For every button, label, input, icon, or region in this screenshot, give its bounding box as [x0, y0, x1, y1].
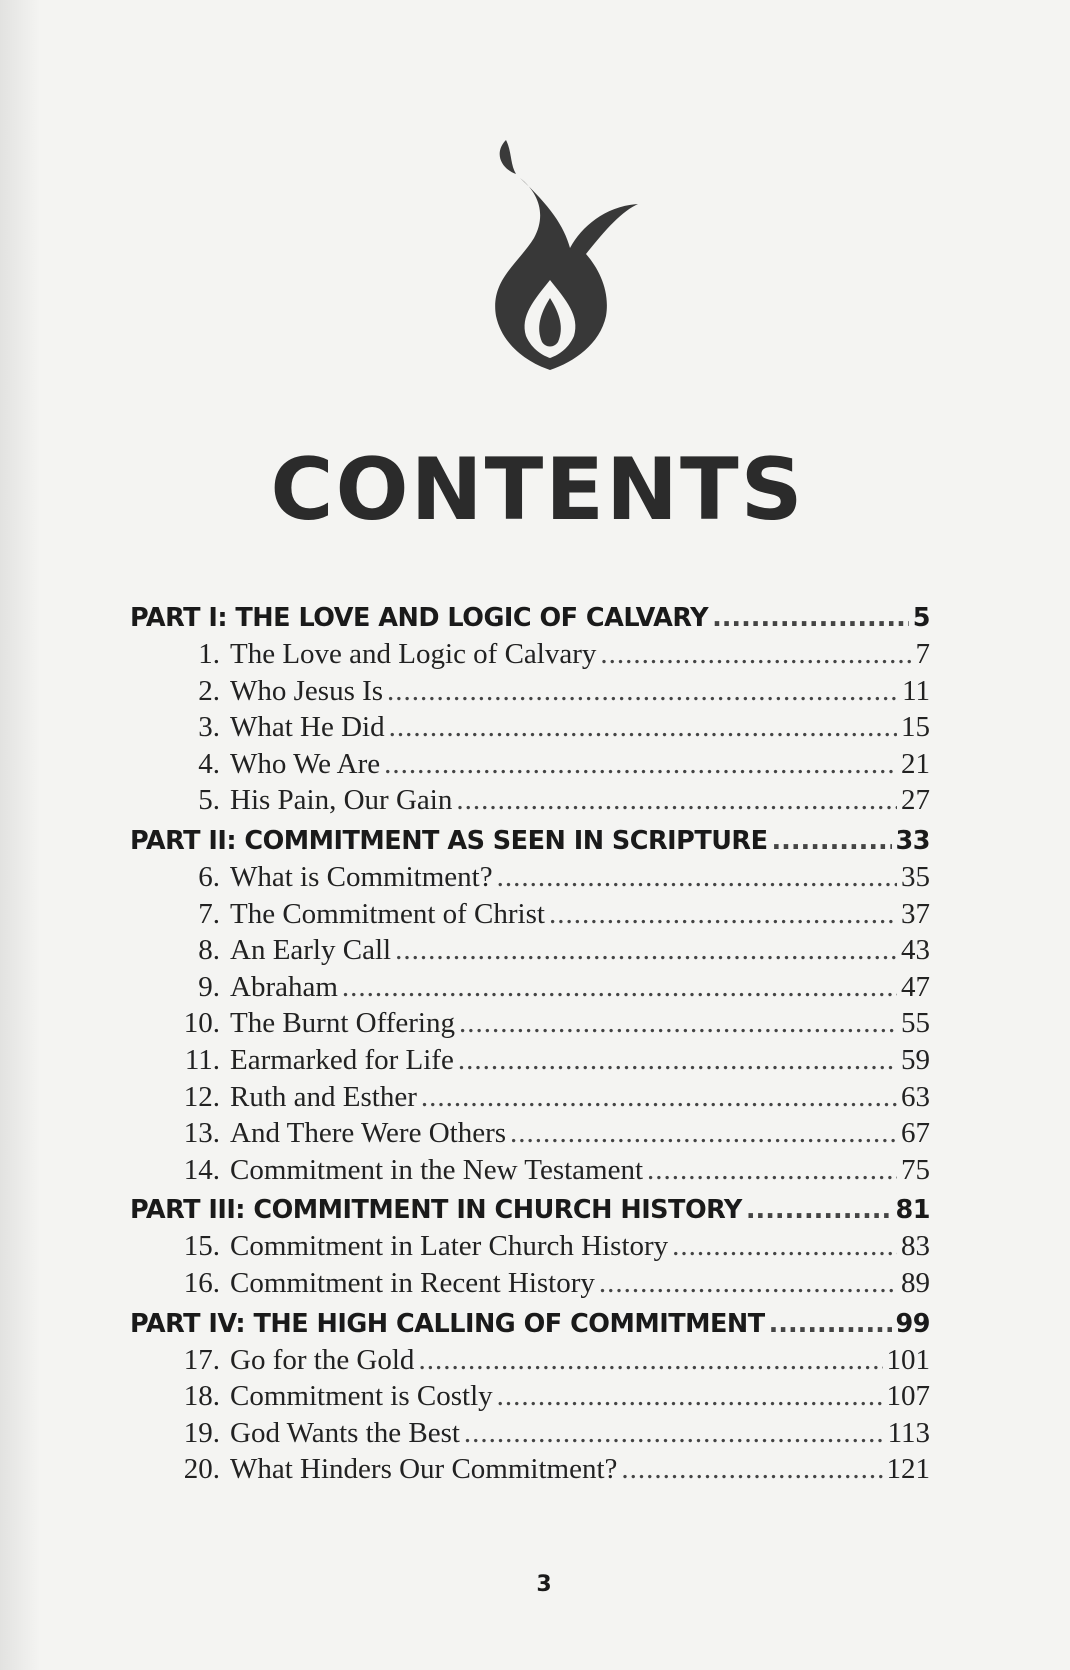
chapter-number: 16.	[183, 1266, 220, 1299]
part-heading	[130, 600, 930, 636]
chapter-page: 27	[901, 784, 930, 817]
toc-entry	[130, 1378, 930, 1415]
toc-entry	[130, 932, 930, 969]
chapter-title: What Hinders Our Commitment?	[230, 1453, 618, 1486]
toc-entry	[130, 709, 930, 746]
toc-entry	[130, 746, 930, 783]
part-page: 33	[895, 825, 930, 856]
leader-dots	[459, 1005, 897, 1042]
leader-dots	[418, 1342, 882, 1379]
chapter-page: 67	[901, 1117, 930, 1150]
toc-entry	[130, 636, 930, 673]
leader-dots	[421, 1079, 897, 1116]
chapter-title: Commitment in the New Testament	[230, 1153, 644, 1186]
chapter-title: Commitment in Recent History	[230, 1266, 595, 1299]
chapter-number: 9.	[198, 970, 220, 1003]
leader-dots	[456, 782, 897, 819]
chapter-number: 10.	[183, 1007, 220, 1040]
chapter-title: The Love and Logic of Calvary	[230, 638, 597, 670]
chapter-number: 2.	[198, 674, 220, 707]
chapter-title: Go for the Gold	[230, 1343, 415, 1376]
leader-dots	[771, 823, 891, 859]
chapter-number: 8.	[198, 934, 220, 967]
chapter-number: 1.	[198, 638, 220, 670]
chapter-title: The Burnt Offering	[230, 1007, 455, 1040]
flame-icon	[450, 130, 650, 380]
chapter-title: What He Did	[230, 711, 385, 744]
chapter-page: 21	[901, 747, 930, 780]
toc-entry	[130, 859, 930, 896]
chapter-number: 13.	[183, 1117, 220, 1150]
leader-dots	[464, 1415, 884, 1452]
toc-entry	[130, 782, 930, 819]
leader-dots	[621, 1451, 882, 1488]
chapter-page: 47	[901, 970, 930, 1003]
chapter-number: 6.	[198, 860, 220, 893]
chapter-page: 89	[901, 1266, 930, 1299]
chapter-number: 15.	[183, 1230, 220, 1263]
chapter-number: 3.	[198, 711, 220, 744]
chapter-title: The Commitment of Christ	[230, 897, 545, 930]
chapter-page: 63	[901, 1080, 930, 1113]
part-page: 81	[895, 1195, 930, 1226]
page-title: CONTENTS	[270, 440, 805, 540]
chapter-title: Ruth and Esther	[230, 1080, 417, 1113]
toc-entry	[130, 1451, 930, 1488]
chapter-title: An Early Call	[230, 934, 392, 967]
chapter-number: 19.	[183, 1416, 220, 1449]
chapter-title: Earmarked for Life	[230, 1043, 454, 1076]
leader-dots	[384, 746, 897, 783]
leader-dots	[497, 1378, 883, 1415]
chapter-page: 59	[901, 1043, 930, 1076]
chapter-title: Commitment is Costly	[230, 1380, 493, 1413]
toc-entry	[130, 1079, 930, 1116]
chapter-title: Who Jesus Is	[230, 674, 384, 707]
leader-dots	[458, 1042, 897, 1079]
chapter-number: 11.	[184, 1043, 220, 1076]
chapter-title: God Wants the Best	[230, 1416, 460, 1449]
toc-entry	[130, 896, 930, 933]
chapter-number: 17.	[183, 1343, 220, 1376]
leader-dots	[342, 969, 897, 1006]
toc-entry	[130, 969, 930, 1006]
toc-entry	[130, 673, 930, 710]
chapter-page: 55	[901, 1007, 930, 1040]
leader-dots	[647, 1152, 897, 1189]
chapter-number: 14.	[183, 1153, 220, 1186]
table-of-contents	[130, 600, 930, 1488]
chapter-page: 37	[901, 897, 930, 930]
chapter-page: 7	[915, 638, 930, 670]
chapter-title: Commitment in Later Church History	[230, 1230, 669, 1263]
chapter-number: 4.	[198, 747, 220, 780]
chapter-page: 15	[901, 711, 930, 744]
part-page: 99	[895, 1308, 930, 1339]
leader-dots	[746, 1192, 892, 1228]
chapter-page: 11	[902, 674, 930, 707]
part-heading	[130, 823, 930, 859]
leader-dots	[599, 1265, 897, 1302]
toc-entry	[130, 1228, 930, 1265]
toc-entry	[130, 1005, 930, 1042]
chapter-number: 20.	[183, 1453, 220, 1486]
chapter-title: What is Commitment?	[230, 860, 493, 893]
leader-dots	[672, 1228, 897, 1265]
part-label: PART IV: THE HIGH CALLING OF COMMITMENT	[130, 1308, 765, 1339]
chapter-title: Who We Are	[230, 747, 381, 780]
toc-entry	[130, 1265, 930, 1302]
toc-entry	[130, 1342, 930, 1379]
chapter-page: 43	[901, 934, 930, 967]
chapter-title: His Pain, Our Gain	[230, 784, 453, 817]
page-number: 3	[536, 1572, 552, 1597]
chapter-page: 107	[886, 1380, 930, 1413]
part-label: PART III: COMMITMENT IN CHURCH HISTORY	[130, 1195, 742, 1226]
leader-dots	[387, 673, 898, 710]
leader-dots	[395, 932, 897, 969]
part-label: PART I: THE LOVE AND LOGIC OF CALVARY	[130, 603, 709, 633]
chapter-page: 101	[886, 1343, 930, 1376]
part-heading	[130, 1192, 930, 1228]
chapter-number: 5.	[198, 784, 220, 817]
page-gutter-shadow	[0, 0, 40, 1670]
chapter-number: 18.	[183, 1380, 220, 1413]
leader-dots	[600, 636, 911, 673]
chapter-page: 121	[886, 1453, 930, 1486]
leader-dots	[549, 896, 897, 933]
chapter-page: 75	[901, 1153, 930, 1186]
leader-dots	[510, 1115, 897, 1152]
chapter-number: 12.	[183, 1080, 220, 1113]
toc-entry	[130, 1152, 930, 1189]
chapter-number: 7.	[198, 897, 220, 930]
chapter-page: 83	[901, 1230, 930, 1263]
part-heading	[130, 1306, 930, 1342]
leader-dots	[389, 709, 897, 746]
toc-entry	[130, 1115, 930, 1152]
chapter-page: 35	[901, 860, 930, 893]
toc-entry	[130, 1042, 930, 1079]
part-page: 5	[912, 603, 930, 633]
chapter-page: 113	[887, 1416, 930, 1449]
leader-dots	[712, 600, 909, 636]
chapter-title: And There Were Others	[230, 1117, 507, 1150]
toc-entry	[130, 1415, 930, 1452]
part-label: PART II: COMMITMENT AS SEEN IN SCRIPTURE	[130, 825, 768, 856]
leader-dots	[769, 1306, 892, 1342]
chapter-title: Abraham	[230, 970, 338, 1003]
leader-dots	[497, 859, 897, 896]
